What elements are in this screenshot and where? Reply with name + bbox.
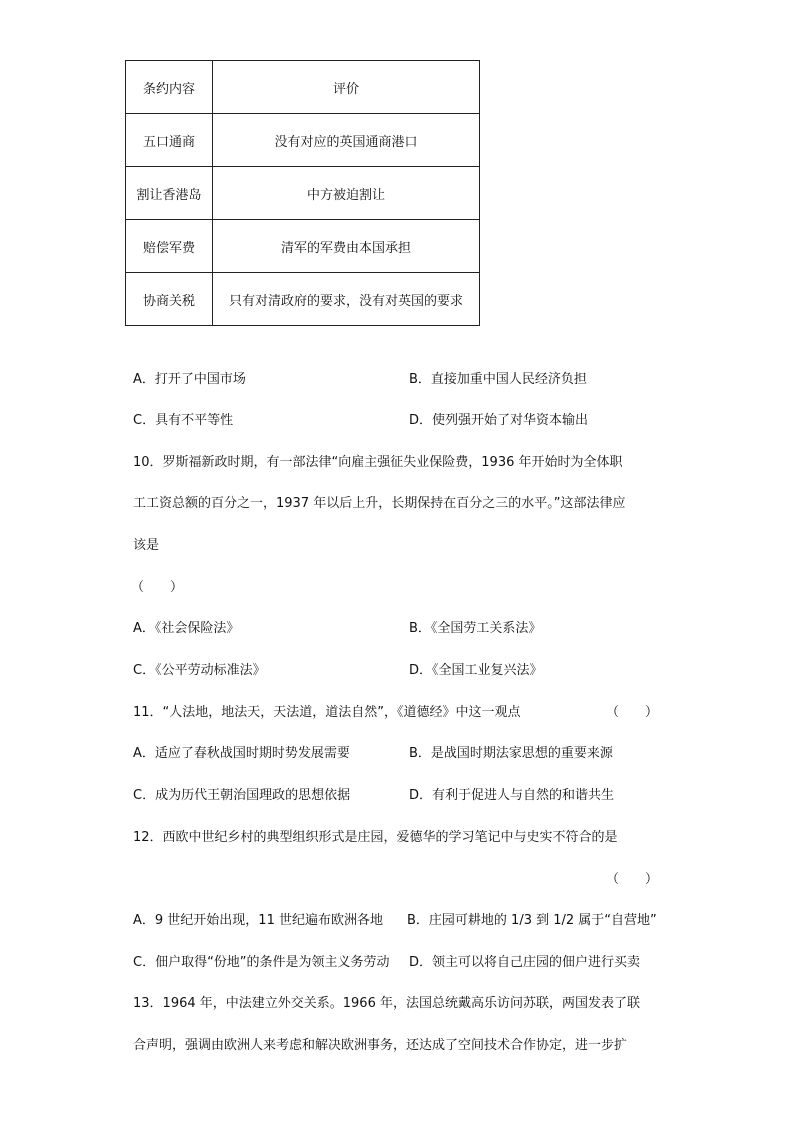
table-row [126, 273, 480, 326]
table-header-row [126, 61, 480, 114]
q10-stem-line3: 该是 [133, 538, 160, 553]
q9-option-c: C．具有不平等性 [133, 413, 234, 428]
q10-option-c: C．《公平劳动标准法》 [133, 663, 266, 678]
table-row [126, 220, 480, 273]
q9-option-a: A．打开了中国市场 [133, 372, 246, 387]
treaty-table [125, 60, 480, 326]
table-header-cell: 评价 [213, 61, 480, 114]
q13-stem-line2: 合声明，强调由欧洲人来考虑和解决欧洲事务，还达成了空间技术合作协定，进一步扩 [133, 1038, 628, 1053]
table-cell: 五口通商 [126, 114, 213, 167]
q12-option-d: D．领主可以将自己庄园的佃户进行买卖 [409, 955, 641, 970]
table-cell: 中方被迫割让 [213, 167, 480, 220]
q10-option-a: A．《社会保险法》 [133, 621, 240, 636]
q10-option-b: B．《全国劳工关系法》 [409, 621, 542, 636]
table-cell: 割让香港岛 [126, 167, 213, 220]
table-row [126, 167, 480, 220]
q12-answer-paren: （ ） [606, 872, 659, 887]
q11-stem: 11．“人法地，地法天，天法道，道法自然”，《道德经》中这一观点 [133, 705, 521, 720]
q11-option-a: A．适应了春秋战国时期时势发展需要 [133, 746, 350, 761]
q11-answer-paren: （ ） [606, 705, 659, 720]
table-cell: 协商关税 [126, 273, 213, 326]
q10-stem-line2: 工工资总额的百分之一，1937 年以后上升，长期保持在百分之三的水平。”这部法律应 [133, 496, 626, 511]
table-cell: 赔偿军费 [126, 220, 213, 273]
q13-stem-line1: 13．1964 年，中法建立外交关系。1966 年，法国总统戴高乐访问苏联，两国发表了联 [133, 996, 640, 1011]
q11-option-b: B．是战国时期法家思想的重要来源 [409, 746, 613, 761]
table-cell: 清军的军费由本国承担 [213, 220, 480, 273]
table-cell: 没有对应的英国通商港口 [213, 114, 480, 167]
table-header-cell: 条约内容 [126, 61, 213, 114]
table-cell: 只有对清政府的要求，没有对英国的要求 [213, 273, 480, 326]
q9-option-d: D．使列强开始了对华资本输出 [409, 413, 589, 428]
q12-option-a: A．9 世纪开始出现，11 世纪遍布欧洲各地 [133, 913, 383, 928]
q12-stem: 12．西欧中世纪乡村的典型组织形式是庄园，爱德华的学习笔记中与史实不符合的是 [133, 830, 618, 845]
q10-answer-paren: （ ） [131, 580, 184, 595]
q12-option-b: B．庄园可耕地的 1/3 到 1/2 属于“自营地” [407, 913, 657, 928]
q11-option-c: C．成为历代王朝治国理政的思想依据 [133, 788, 351, 803]
q10-stem-line1: 10．罗斯福新政时期，有一部法律“向雇主强征失业保险费，1936 年开始时为全体职 [133, 455, 623, 470]
table-row [126, 114, 480, 167]
q10-option-d: D．《全国工业复兴法》 [409, 663, 543, 678]
q11-option-d: D．有利于促进人与自然的和谐共生 [409, 788, 615, 803]
q9-option-b: B．直接加重中国人民经济负担 [409, 372, 587, 387]
q12-option-c: C．佃户取得“份地”的条件是为领主义务劳动 [133, 955, 390, 970]
